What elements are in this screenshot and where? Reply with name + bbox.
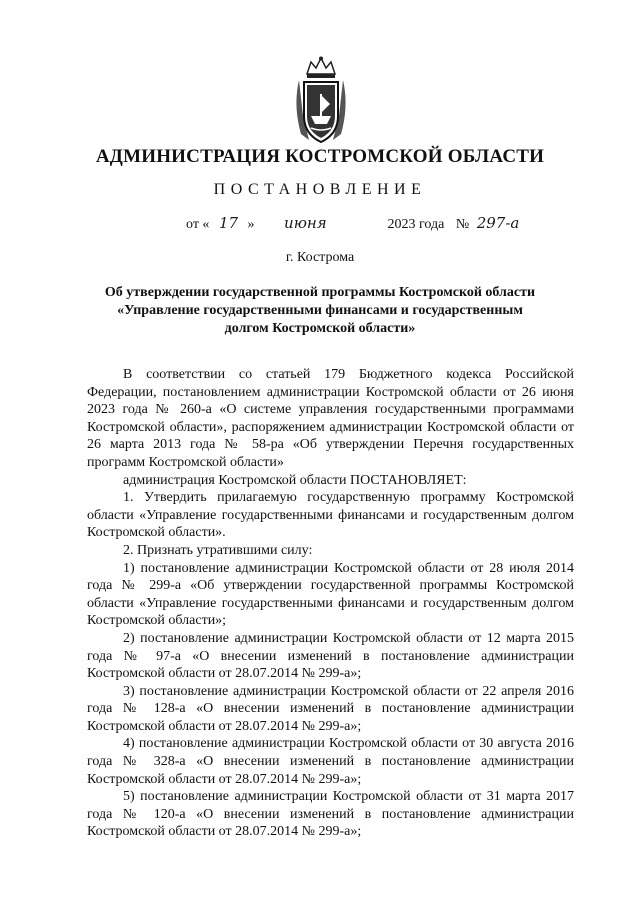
item-1-paragraph: 1. Утвердить прилагаемую государственную программу Костромской области «Управление государственными финансами и государственным долгом Костромской области». [87,490,574,541]
title-line-3: долгом Костромской области» [224,321,416,336]
subitem-5-paragraph: 5) постановление администрации Костромской области от 31 марта 2017 года № 120-а «О внесении изменений в постановление администрации Костромской области от 28.07.2014 № 299-а»; [87,789,574,840]
document-title [100,284,540,338]
title-line-2: «Управление государственными финансами и государственным [117,303,523,318]
document-body [87,366,574,841]
title-line-1: Об утверждении государственной программы Костромской области [104,285,536,300]
date-line [186,214,519,233]
subitem-3-paragraph: 3) постановление администрации Костромской области от 22 апреля 2016 года № 128-а «О внесении изменений в постановление администрации Костромской области от 28.07.2014 № 299-а»; [87,683,574,734]
city: г. Кострома [285,250,355,265]
date-day: 17 [218,214,239,232]
subitem-2-paragraph: 2) постановление администрации Костромской области от 12 марта 2015 года № 97-а «О внесении изменений в постановление администрации Костромской области от 28.07.2014 № 299-а»; [87,630,574,682]
preamble-paragraph: В соответствии со статьей 179 Бюджетного кодекса Российской Федерации, постановлением администрации Костромской области от 26 июня 2023 года № 260-а «О системе управления государственными программами Костромской области», распоряжением администрации Костромской области от 26 марта 2013 года № 58-ра «Об утверждении Перечня государственных программ Костромской области» [87,367,574,470]
organization-title: АДМИНИСТРАЦИЯ КОСТРОМСКОЙ ОБЛАСТИ [95,146,545,167]
number-label: № [455,217,470,232]
date-quote-close: » [247,217,255,232]
document-number: 297-а [476,214,520,232]
date-year: 2023 года [387,217,445,232]
date-month: июня [284,214,327,232]
date-prefix: от « [186,217,210,232]
subitem-1-paragraph: 1) постановление администрации Костромской области от 28 июля 2014 года № 299-а «Об утверждении государственной программы Костромской области «Управление государственными финансами и государственным долгом Костромской области»; [87,560,574,629]
resolves-paragraph: администрация Костромской области ПОСТАНОВЛЯЕТ: [123,472,467,488]
document-type: ПОСТАНОВЛЕНИЕ [213,181,427,198]
coat-of-arms-emblem [289,56,353,146]
subitem-4-paragraph: 4) постановление администрации Костромской области от 30 августа 2016 года № 328-а «О внесении изменений в постановление администрации Костромской области от 28.07.2014 № 299-а»; [87,736,574,787]
item-2-paragraph: 2. Признать утратившими силу: [123,542,313,558]
